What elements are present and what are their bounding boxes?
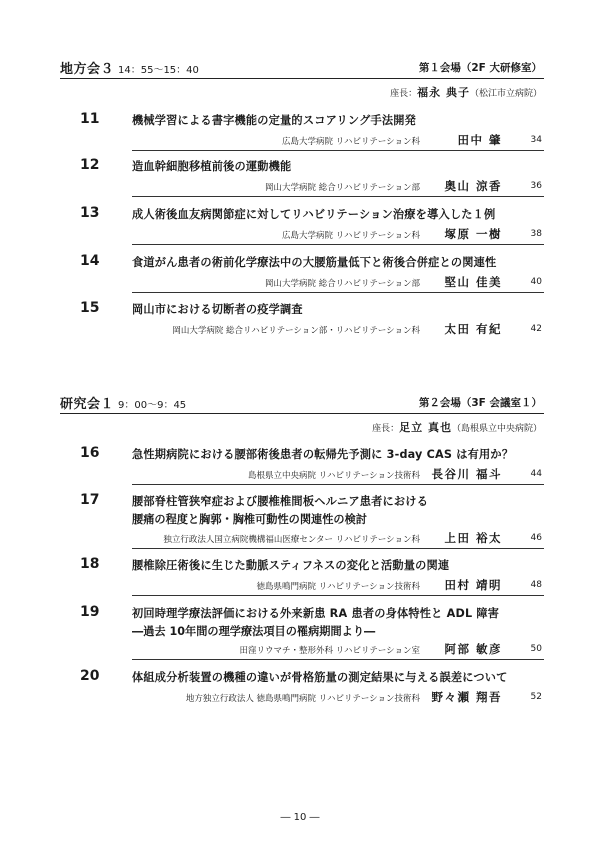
session-time: 9：00〜9：45 bbox=[118, 400, 187, 411]
talk-number: 19 bbox=[80, 604, 100, 620]
talk-number: 15 bbox=[80, 300, 100, 316]
talk-divider bbox=[132, 548, 544, 549]
talk-institution: 広島大学病院 リハビリテーション科 bbox=[282, 137, 420, 147]
chair-name: 足立 真也 bbox=[399, 421, 452, 434]
talk-title-line2: 腰痛の程度と胸郭・胸椎可動性の関連性の検討 bbox=[132, 513, 367, 526]
session-chair bbox=[372, 419, 542, 435]
talk-number: 11 bbox=[80, 111, 100, 127]
talk-author: 奥山 涼香 bbox=[444, 179, 502, 193]
session-block bbox=[60, 58, 544, 336]
session-time: 14：55〜15：40 bbox=[118, 65, 199, 76]
talk-title: 機械学習による書字機能の定量的スコアリング手法開発 bbox=[132, 114, 417, 127]
talk-number: 13 bbox=[80, 205, 100, 221]
talk-author: 長谷川 福斗 bbox=[431, 467, 502, 481]
session-divider bbox=[60, 413, 544, 414]
talk-institution: 島根県立中央病院 リハビリテーション技術科 bbox=[248, 471, 420, 481]
talk-author: 塚原 一樹 bbox=[444, 227, 502, 241]
talk-author: 田村 靖明 bbox=[444, 578, 502, 592]
talk-page: 36 bbox=[530, 181, 542, 191]
talk-title-line2: ―過去 10年間の理学療法項目の罹病期間より― bbox=[132, 625, 376, 638]
talk-author: 野々瀬 翔吾 bbox=[431, 690, 502, 704]
talk-page: 34 bbox=[530, 135, 542, 145]
talk-number: 20 bbox=[80, 668, 100, 684]
talk-author: 上田 裕太 bbox=[444, 531, 502, 545]
talk-title: 急性期病院における腰部術後患者の転帰先予測に 3-day CAS は有用か？ bbox=[132, 448, 514, 461]
talk-number: 18 bbox=[80, 556, 100, 572]
talk-title: 腰椎除圧術後に生じた動脈スティフネスの変化と活動量の関連 bbox=[132, 559, 450, 572]
session-header bbox=[60, 58, 544, 78]
talk-divider bbox=[132, 595, 544, 596]
talk-page: 46 bbox=[530, 533, 542, 543]
session-chair bbox=[390, 84, 542, 100]
talk-title: 成人術後血友病関節症に対してリハビリテーション治療を導入した１例 bbox=[132, 208, 496, 221]
talk-author: 太田 有紀 bbox=[444, 322, 502, 336]
chair-label: 座長： bbox=[390, 89, 418, 99]
talk-author: 堅山 佳美 bbox=[444, 275, 502, 289]
chair-label: 座長： bbox=[372, 424, 400, 434]
talk-page: 38 bbox=[530, 229, 542, 239]
talk-institution: 岡山大学病院 総合リハビリテーション部 bbox=[265, 183, 420, 193]
chair-affiliation: （島根県立中央病院） bbox=[451, 424, 542, 434]
talk-title: 食道がん患者の術前化学療法中の大腰筋量低下と術後合併症との関連性 bbox=[132, 256, 497, 269]
talk-page: 52 bbox=[530, 692, 542, 702]
session-header bbox=[60, 393, 544, 413]
talk-title: 初回時理学療法評価における外来新患 RA 患者の身体特性と ADL 障害 bbox=[132, 607, 500, 620]
talk-institution: 田窪リウマチ・整形外科 リハビリテーション室 bbox=[239, 646, 420, 656]
talk-divider bbox=[132, 196, 544, 197]
talk-page: 40 bbox=[530, 277, 542, 287]
chair-affiliation: （松江市立病院） bbox=[469, 89, 542, 99]
talk-title: 腰部脊柱管狭窄症および腰椎椎間板ヘルニア患者における bbox=[132, 495, 429, 508]
talk-divider bbox=[132, 659, 544, 660]
talk-number: 17 bbox=[80, 492, 100, 508]
session-name: 地方会３ bbox=[60, 62, 115, 77]
session-room: 第２会場（3F 会議室１） bbox=[418, 397, 542, 409]
talk-divider bbox=[132, 292, 544, 293]
talk-institution: 地方独立行政法人 徳島県鳴門病院 リハビリテーション技術科 bbox=[185, 694, 420, 704]
talk-divider bbox=[132, 244, 544, 245]
talk-title: 体組成分析装置の機種の違いが骨格筋量の測定結果に与える誤差について bbox=[132, 671, 508, 684]
session-block bbox=[60, 393, 544, 704]
talk-page: 42 bbox=[530, 324, 542, 334]
talk-divider bbox=[132, 484, 544, 485]
talk-author: 田中 肇 bbox=[457, 133, 502, 147]
talk-institution: 徳島県鳴門病院 リハビリテーション技術科 bbox=[256, 582, 420, 592]
talk-number: 16 bbox=[80, 445, 100, 461]
talk-institution: 岡山大学病院 総合リハビリテーション部・リハビリテーション科 bbox=[172, 326, 420, 336]
talk-title: 造血幹細胞移植前後の運動機能 bbox=[132, 160, 292, 173]
talk-author: 阿部 敏彦 bbox=[444, 642, 502, 656]
chair-name: 福永 典子 bbox=[417, 86, 470, 99]
talk-institution: 広島大学病院 リハビリテーション科 bbox=[282, 231, 420, 241]
session-room: 第１会場（2F 大研修室） bbox=[418, 62, 542, 74]
talk-number: 12 bbox=[80, 157, 100, 173]
session-name: 研究会１ bbox=[60, 397, 115, 412]
page-number: ― 10 ― bbox=[280, 812, 320, 823]
talk-title: 岡山市における切断者の疫学調査 bbox=[132, 303, 303, 316]
session-divider bbox=[60, 78, 544, 79]
talk-number: 14 bbox=[80, 253, 100, 269]
talk-divider bbox=[132, 150, 544, 151]
talk-institution: 岡山大学病院 総合リハビリテーション部 bbox=[265, 279, 420, 289]
talk-page: 48 bbox=[530, 580, 542, 590]
talk-institution: 独立行政法人国立病院機構福山医療センター リハビリテーション科 bbox=[163, 535, 420, 545]
talk-page: 50 bbox=[530, 644, 542, 654]
talk-page: 44 bbox=[530, 469, 542, 479]
